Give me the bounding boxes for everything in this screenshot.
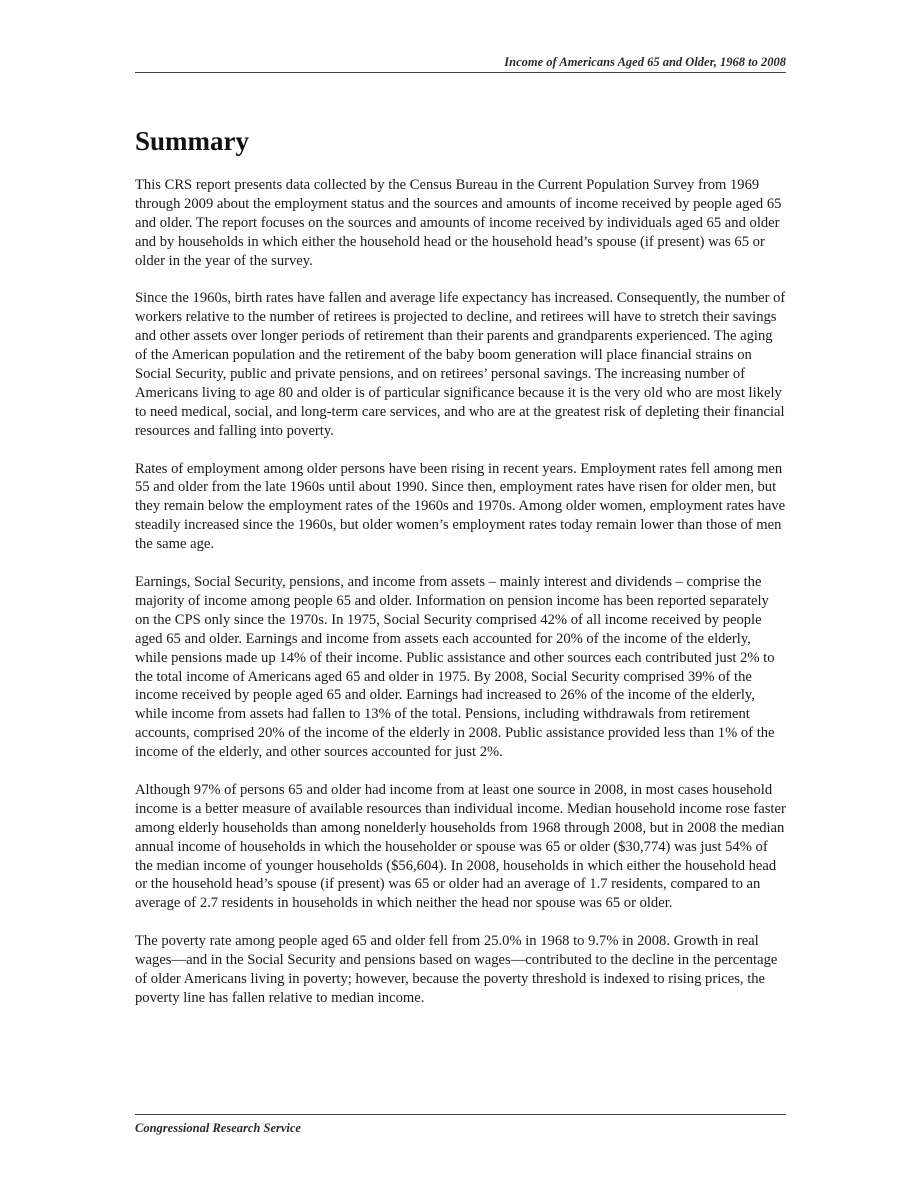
header-divider: [135, 72, 786, 73]
paragraph-demographics: Since the 1960s, birth rates have fallen and average life expectancy has increased. Consequently, the number of workers relative to the number of retirees is projected to decline, and retirees will have to stretch their savings and other assets over longer periods of retirement than their parents and grandparents experienced. The aging of the American population and the retirement of the baby boom generation will place financial strains on Social Security, public and private pensions, and on retirees’ personal savings. The increasing number of Americans living to age 80 and older is of particular significance because it is the very old who are most likely to need medical, social, and long-term care services, and who are at the greatest risk of depleting their financial resources and falling into poverty.: [135, 290, 786, 439]
paragraph-report-scope: This CRS report presents data collected by the Census Bureau in the Current Population Survey from 1969 through 2009 about the employment status and the sources and amounts of income received by people aged 65 and older. The report focuses on the sources and amounts of income received by individuals aged 65 and older and by households in which either the household head or the household head’s spouse (if present) was 65 or older in the year of the survey.: [135, 177, 782, 269]
running-header-title: Income of Americans Aged 65 and Older, 1968 to 2008: [504, 55, 786, 69]
summary-body: [135, 176, 786, 1027]
page-title: Summary: [135, 126, 249, 156]
footer-divider: [135, 1114, 786, 1115]
paragraph-income-sources: Earnings, Social Security, pensions, and income from assets – mainly interest and dividends – comprise the majority of income among people 65 and older. Information on pension income has been reported separately on the CPS only since the 1970s. In 1975, Social Security comprised 42% of all income received by people aged 65 and older. Earnings and income from assets each accounted for 20% of the income of the elderly, while pensions made up 14% of their income. Public assistance and other sources each contributed just 2% to the total income of Americans aged 65 and older in 1975. By 2008, Social Security comprised 39% of the income received by people aged 65 and older. Earnings had increased to 26% of the income of the elderly, while income from assets had fallen to 13% of the total. Pensions, including withdrawals from retirement accounts, comprised 20% of the income of the elderly in 2008. Public assistance provided less than 1% of the income of the elderly, and other sources accounted for just 2%.: [135, 573, 775, 761]
paragraph-employment: Rates of employment among older persons have been rising in recent years. Employment rates fell among men 55 and older from the late 1960s until about 1990. Since then, employment rates have risen for older men, but they remain below the employment rates of the 1960s and 1970s. Among older women, employment rates have steadily increased since the 1960s, but older women’s employment rates today remain lower than those of men the same age.: [135, 460, 786, 553]
running-footer-organization: Congressional Research Service: [135, 1121, 301, 1135]
paragraph-household-income: Although 97% of persons 65 and older had income from at least one source in 2008, in most cases household income is a better measure of available resources than individual income. Median household income rose faster among elderly households than among nonelderly households from 1968 through 2008, but in 2008 the median annual income of households in which the householder or spouse was 65 or older ($30,774) was just 54% of the median income of younger households ($56,604). In 2008, households in which either the household head or the household head’s spouse (if present) was 65 or older had an average of 1.7 residents, compared to an average of 2.7 residents in households in which neither the head nor spouse was 65 or older.: [135, 781, 786, 912]
paragraph-poverty: The poverty rate among people aged 65 and older fell from 25.0% in 1968 to 9.7% in 2008. Growth in real wages—and in the Social Security and pensions based on wages—contributed to the decline in the percentage of older Americans living in poverty; however, because the poverty threshold is indexed to rising prices, the poverty line has fallen relative to median income.: [135, 933, 778, 1006]
